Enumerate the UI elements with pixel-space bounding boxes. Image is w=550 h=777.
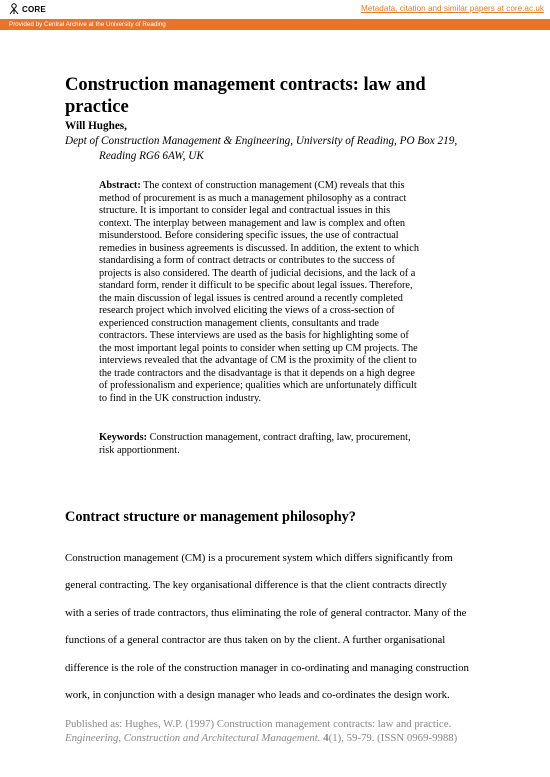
abstract-line: remedies in business agreements is discussed. In addition, the extent to which (99, 242, 419, 254)
author-affiliation (65, 134, 505, 163)
body-line: general contracting. The key organisational difference is that the client contracts directly (65, 579, 447, 592)
title-line: Construction management contracts: law and (65, 75, 426, 95)
abstract-line: projects is also considered. The dearth of judicial decisions, and the lack of a (99, 267, 416, 279)
keywords-label: Keywords: (99, 432, 148, 443)
abstract-line: method of procurement is as much a management philosophy as a contract (99, 192, 407, 204)
citation-issue-pages: (1), 59-79. (ISSN 0969-9988) (328, 731, 458, 744)
core-logo[interactable] (9, 3, 46, 15)
keywords-line: risk apportionment. (99, 444, 180, 456)
provided-by-bar (0, 19, 550, 30)
abstract-line: the main discussion of legal issues is centred around a recently completed (99, 292, 403, 304)
section-heading: Contract structure or management philosophy? (65, 509, 356, 525)
abstract-line (99, 180, 459, 193)
author-name: Will Hughes, (65, 120, 127, 132)
body-line: functions of a general contractor are thus taken on by the client. A further organisational (65, 634, 446, 647)
abstract-line: to find in the UK construction industry. (99, 392, 262, 404)
abstract-line: standard form, render it difficult to be specific about legal issues. Therefore, (99, 280, 413, 291)
keywords-line (99, 432, 459, 445)
abstract-line: structure. It is important to consider legal and contractual issues in this (99, 205, 391, 216)
abstract-label: Abstract: (99, 180, 141, 191)
abstract-line: the trade contractors and the disadvantage is that it depends on a high degree (99, 367, 415, 379)
citation-volume: 4 (323, 731, 329, 744)
body-line: Construction management (CM) is a procurement system which differs significantly from (65, 552, 453, 564)
keywords (99, 432, 459, 457)
citation-line (65, 732, 495, 746)
body-line: with a series of trade contractors, thus eliminating the role of general contractor. Many of the (65, 606, 467, 619)
abstract-line: of professionalism and experience; qualities which are unfortunately difficult (99, 380, 417, 391)
abstract-line: the most important legal points to consider when setting up CM projects. The (99, 342, 418, 354)
keywords-text: Construction management, contract drafting, law, procurement, (149, 432, 411, 443)
abstract-line: context. The interplay between management and law is complex and often (99, 217, 406, 229)
core-header-bar (0, 0, 550, 19)
abstract-line: interviews revealed that the advantage of CM is the proximity of the client to (99, 355, 417, 366)
title-line: practice (65, 97, 129, 117)
citation-footer (65, 718, 495, 745)
provided-by-text: Provided by Central Archive at the University of Reading (9, 20, 166, 28)
paper-title (65, 74, 465, 118)
abstract-line: standardising a form of contract detracts or contributes to the success of (99, 255, 395, 266)
abstract-line: experienced construction management clients, consultants and trade (99, 317, 379, 329)
body-paragraph (65, 545, 505, 709)
abstract (99, 180, 459, 405)
core-metadata-link[interactable]: Metadata, citation and similar papers at core.ac.uk (361, 4, 544, 13)
citation-line: Published as: Hughes, W.P. (1997) Construction management contracts: law and practice. (65, 718, 452, 730)
citation-journal: Engineering, Construction and Architectural Management. (65, 731, 321, 744)
body-line: difference is the role of the construction manager in co-ordinating and managing construction (65, 661, 469, 674)
abstract-line: contractors. These interviews are used as the basis for highlighting some of (99, 330, 409, 341)
affiliation-line: Reading RG6 6AW, UK (99, 149, 204, 162)
body-line: work, in conjunction with a design manager who leads and co-ordinates the design work. (65, 689, 450, 702)
core-logo-text: CORE (22, 4, 46, 14)
abstract-line: research project which involved eliciting the views of a cross-section of (99, 305, 395, 316)
abstract-text: The context of construction management (CM) reveals that this (143, 180, 405, 191)
core-logo-icon (9, 3, 19, 15)
affiliation-line: Dept of Construction Management & Engineering, University of Reading, PO Box 219, (65, 135, 458, 147)
abstract-line: misunderstood. Before considering specific issues, the use of contractual (99, 230, 399, 241)
